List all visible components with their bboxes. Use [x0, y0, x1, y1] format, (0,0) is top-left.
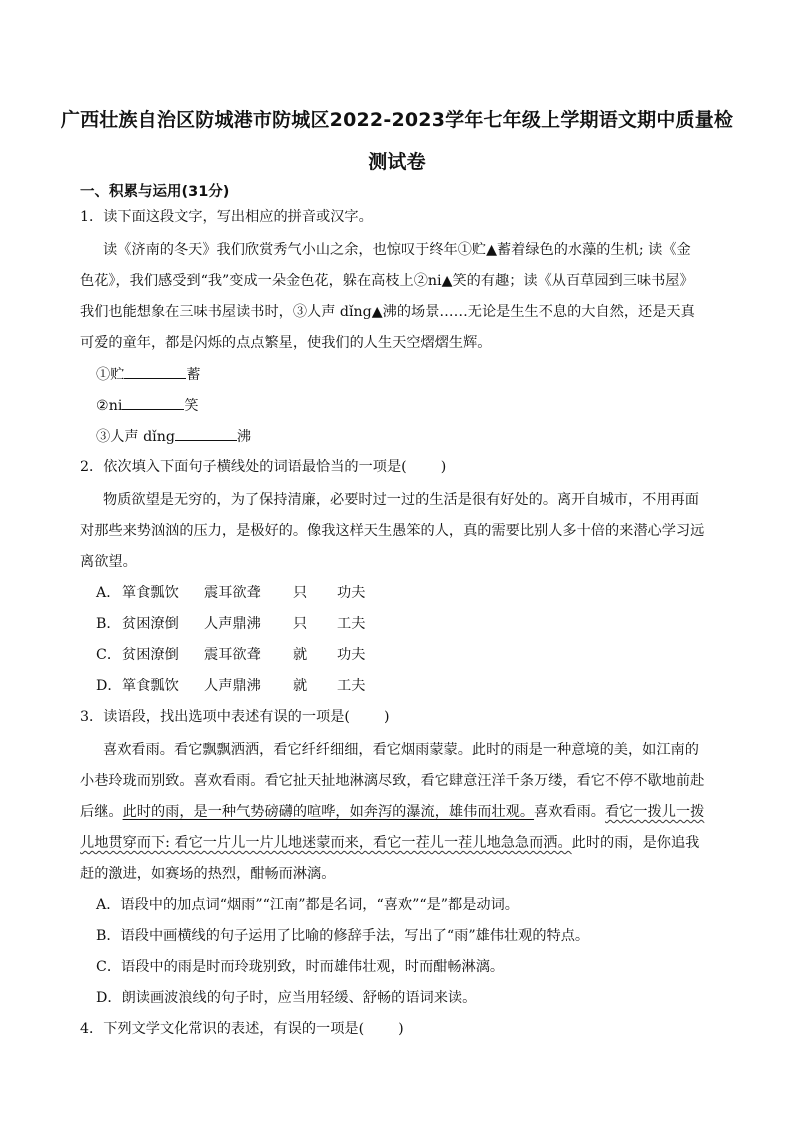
q4-stem — [80, 1019, 404, 1039]
q1-answer-1-blank[interactable] — [124, 364, 186, 379]
q3-passage-text: 喜欢看雨。 — [534, 804, 605, 820]
q1-answer-2-blank[interactable] — [122, 395, 184, 410]
option-word: 震耳欲聋 — [204, 647, 261, 663]
q3-passage-text: 后继。 — [80, 804, 123, 820]
option-letter: B． — [96, 616, 121, 632]
q2-option-b[interactable] — [96, 614, 365, 634]
q1-answer-2-post: 笑 — [184, 398, 199, 414]
q2-stem — [80, 457, 446, 477]
option-word: 功夫 — [337, 585, 366, 601]
q3-stem — [80, 707, 390, 727]
q2-passage-line1: 物质欲望是无穷的，为了保持清廉，必要时过一过的生活是很有好处的。离开自城市，不用再面 — [103, 492, 699, 508]
option-word: 贫困潦倒 — [122, 647, 179, 663]
exam-title-line1: 广西壮族自治区防城港市防城区2022-2023学年七年级上学期语文期中质量检 — [60, 109, 734, 131]
q3-underlined-sentence: 此时的雨，是一种气势磅礴的喧哗，如奔泻的瀑流，雄伟而壮观。 — [122, 804, 535, 820]
q3-passage-line5: 赶的激进，如赛场的热烈，酣畅而淋漓。 — [80, 866, 336, 882]
q3-stem-text: 3．读语段，找出选项中表述有误的一项是( — [80, 709, 350, 725]
q1-answer-2 — [96, 395, 199, 416]
q4-stem-end: ) — [398, 1021, 404, 1037]
option-word: 功夫 — [337, 647, 366, 663]
q2-passage-line3: 离欲望。 — [80, 554, 137, 570]
option-word: 只 — [293, 616, 308, 632]
q3-passage-line4 — [80, 833, 699, 853]
exam-title-line2: 测试卷 — [368, 151, 426, 173]
option-word: 人声鼎沸 — [204, 678, 261, 694]
option-word: 人声鼎沸 — [204, 616, 261, 632]
option-word: 就 — [293, 647, 308, 663]
q2-option-d[interactable] — [96, 676, 365, 696]
q3-passage-line1: 喜欢看雨。看它飘飘洒洒，看它纤纤细细，看它烟雨蒙蒙。此时的雨是一种意境的美，如江南的 — [103, 742, 699, 758]
section-heading: 一、积累与运用(31分) — [80, 184, 230, 200]
q3-option-a[interactable]: A．语段中的加点词“烟雨”“江南”都是名词，“喜欢”“是”都是动词。 — [96, 897, 519, 913]
q2-option-a[interactable] — [96, 583, 365, 603]
q1-answer-3 — [96, 426, 251, 447]
q3-option-d[interactable]: D．朗读画波浪线的句子时，应当用轻缓、舒畅的语词来读。 — [96, 990, 477, 1006]
q3-passage-line2: 小巷玲珑而别致。喜欢看雨。看它扯天扯地淋漓尽致，看它肆意汪洋千条万缕，看它不停不歇地前赴 — [80, 773, 705, 789]
option-letter: C． — [96, 647, 122, 663]
option-letter: A． — [96, 585, 121, 601]
q1-answer-3-blank[interactable] — [175, 426, 237, 441]
q1-answer-1 — [96, 364, 201, 385]
q3-option-b[interactable]: B．语段中画横线的句子运用了比喻的修辞手法，写出了“雨”雄伟壮观的特点。 — [96, 928, 590, 944]
option-word: 箪食瓢饮 — [122, 678, 179, 694]
q2-stem-end: ) — [440, 459, 447, 475]
q4-stem-text: 4．下列文学文化常识的表述，有误的一项是( — [80, 1021, 365, 1037]
option-word: 箪食瓢饮 — [122, 585, 179, 601]
q2-passage-line2: 对那些来势汹汹的压力，是极好的。像我这样天生愚笨的人，真的需要比别人多十倍的来潜心学习远 — [80, 523, 705, 539]
q3-stem-end: ) — [383, 709, 390, 725]
q3-wavy-sentence: 儿地贯穿而下: 看它一片儿一片儿地迷蒙而来，看它一茬儿一茬儿地急急而洒。 — [80, 835, 572, 851]
q3-wavy-sentence: 看它一拨儿一拨 — [604, 804, 705, 820]
option-word: 就 — [293, 678, 308, 694]
q3-passage-text: 此时的雨，是你追我 — [571, 835, 700, 851]
option-word: 工夫 — [337, 678, 366, 694]
q3-passage-line3 — [80, 802, 704, 822]
q2-option-c[interactable] — [96, 645, 365, 665]
q1-answer-3-post: 沸 — [236, 429, 252, 445]
q1-passage-line2: 色花》，我们感受到“我”变成一朵金色花，躲在高枝上②ni▲笑的有趣；读《从百草园到三味书屋》 — [80, 273, 694, 289]
option-word: 贫困潦倒 — [122, 616, 179, 632]
option-word: 工夫 — [337, 616, 366, 632]
option-letter: D． — [96, 678, 122, 694]
option-word: 震耳欲聋 — [204, 585, 261, 601]
q1-passage-line3: 我们也能想象在三味书屋读书时，③人声 dǐng▲沸的场景……无论是生生不息的大自然，还是天真 — [80, 304, 695, 320]
q1-stem: 1．读下面这段文字，写出相应的拼音或汉字。 — [80, 209, 373, 225]
q1-answer-1-pre: ①贮 — [96, 367, 125, 383]
q1-answer-1-post: 蓄 — [186, 367, 201, 383]
option-word: 只 — [293, 585, 308, 601]
q2-stem-text: 2．依次填入下面句子横线处的词语最恰当的一项是( — [80, 459, 407, 475]
q1-passage-line4: 可爱的童年，都是闪烁的点点繁星，使我们的人生天空熠熠生辉。 — [80, 335, 492, 351]
q3-option-c[interactable]: C．语段中的雨是时而玲珑别致，时而雄伟壮观，时而酣畅淋漓。 — [96, 959, 505, 975]
q1-passage-line1: 读《济南的冬天》我们欣赏秀气小山之余，也惊叹于终年①贮▲蓄着绿色的水藻的生机; 读《金 — [103, 242, 691, 258]
q1-answer-3-pre: ③人声 dǐng — [96, 429, 175, 445]
q1-answer-2-pre: ②ni — [96, 398, 123, 414]
